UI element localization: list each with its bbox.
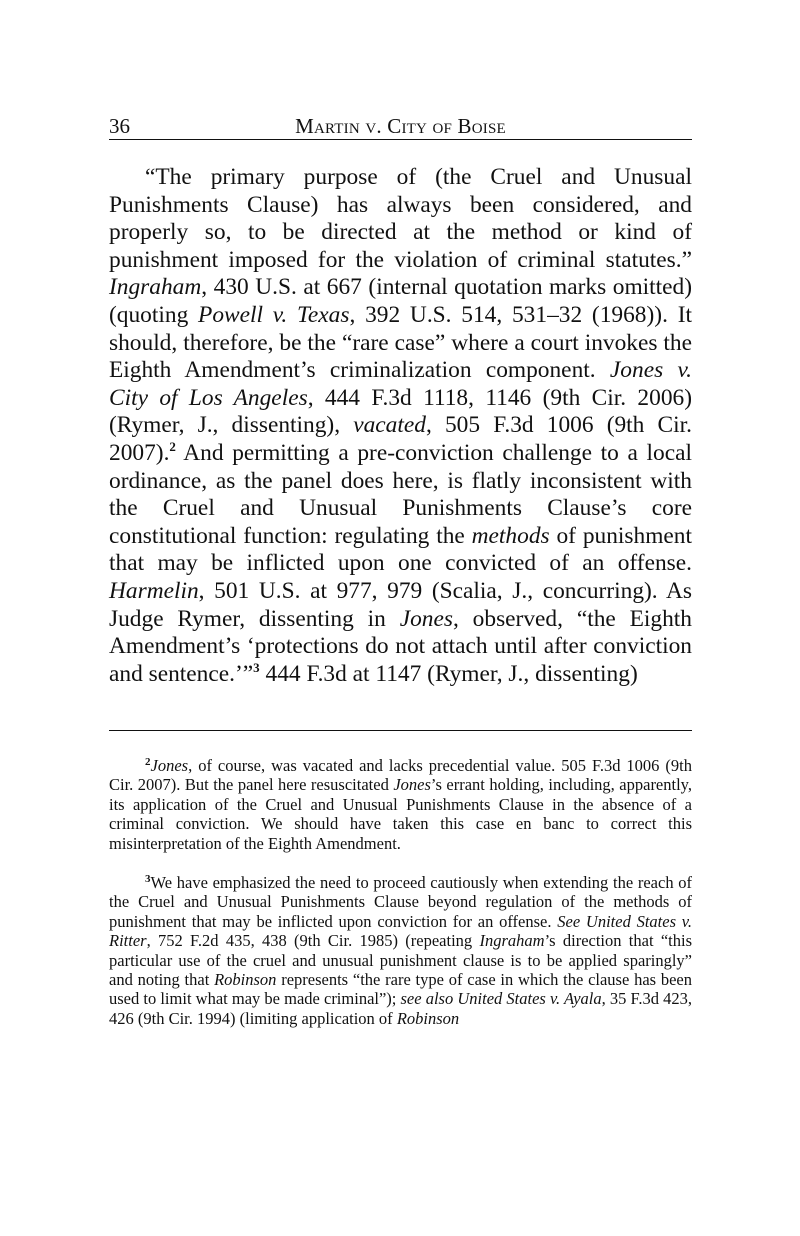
emphasis: methods: [471, 522, 550, 549]
case-citation: vacated: [353, 412, 426, 439]
case-citation: Harmelin: [109, 577, 199, 604]
footnote-3: $^3$We have emphasized the need to proceed cautiously when extending the reach of the Cruel and Unusual Punishments Clause beyond regulation of the methods of punishment that may be inflicted upon conviction for an offense. See United States v. Ritter, 752 F.2d 435, 438 (9th Cir. 1985) (repeating Ingraham’s direction that “this particular use of the cruel and unusual punishment clause is to be applied sparingly” and noting that Robinson represents “the rare type of case in which the clause has been used to limit what may be made criminal”); see also United States v. Ayala, 35 F.3d 423, 426 (9th Cir. 1994) (limiting application of Robinson: [109, 873, 693, 1028]
case-citation: Jones v. City of Los Angeles: [109, 357, 692, 411]
footnote-divider: [109, 730, 692, 731]
case-citation: Powell v. Texas: [198, 301, 350, 328]
footnote-2: $^2$Jones, of course, was vacated and lacks precedential value. 505 F.3d 1006 (9th Cir. 2007). But the panel here resuscitated Jones’s errant holding, including, apparently, its application of the Cruel and Unusual Punishments Clause in the absence of a criminal conviction. We should have taken this case en banc to correct this misinterpretation of the Eighth Amendment.: [109, 756, 692, 853]
footnote-marker: 2: [145, 756, 151, 768]
case-citation: Ingraham: [109, 274, 202, 301]
page-header: [109, 113, 692, 140]
main-paragraph: “The primary purpose of (the Cruel and Unusual Punishments Clause) has always been considered, and properly so, to be directed at the method or kind of punishment imposed for the violation of criminal statutes.” Ingraham, 430 U.S. at 667 (internal quotation marks omitted) (quoting Powell v. Texas, 392 U.S. 514, 531–32 (1968)). It should, therefore, be the “rare case” where a court invokes the Eighth Amendment’s criminalization component. Jones v. City of Los Angeles, 444 F.3d 1118, 1146 (9th Cir. 2006) (Rymer, J., dissenting), vacated, 505 F.3d 1006 (9th Cir. 2007).$^2$ And permitting a pre-conviction challenge to a local ordinance, as the panel does here, is flatly inconsistent with the Cruel and Unusual Punishments Clause’s core constitutional function: regulating the methods of punishment that may be inflicted upon one convicted of an offense. Harmelin, 501 U.S. at 977, 979 (Scalia, J., concurring). As Judge Rymer, dissenting in Jones, observed, “the Eighth Amendment’s ‘protections do not attach until after conviction and sentence.’”$^3$ 444 F.3d at 1147 (Rymer, J., dissenting): [109, 164, 692, 687]
page-number: 36: [109, 114, 130, 138]
footnote-ref-2: 2: [169, 438, 176, 454]
footnote-marker: 3: [145, 873, 151, 886]
footnotes: [109, 756, 692, 1028]
footnote-ref-3: 3: [253, 659, 260, 675]
case-citation: Jones: [399, 605, 453, 632]
running-title: Martin v. City of Boise: [295, 114, 506, 138]
